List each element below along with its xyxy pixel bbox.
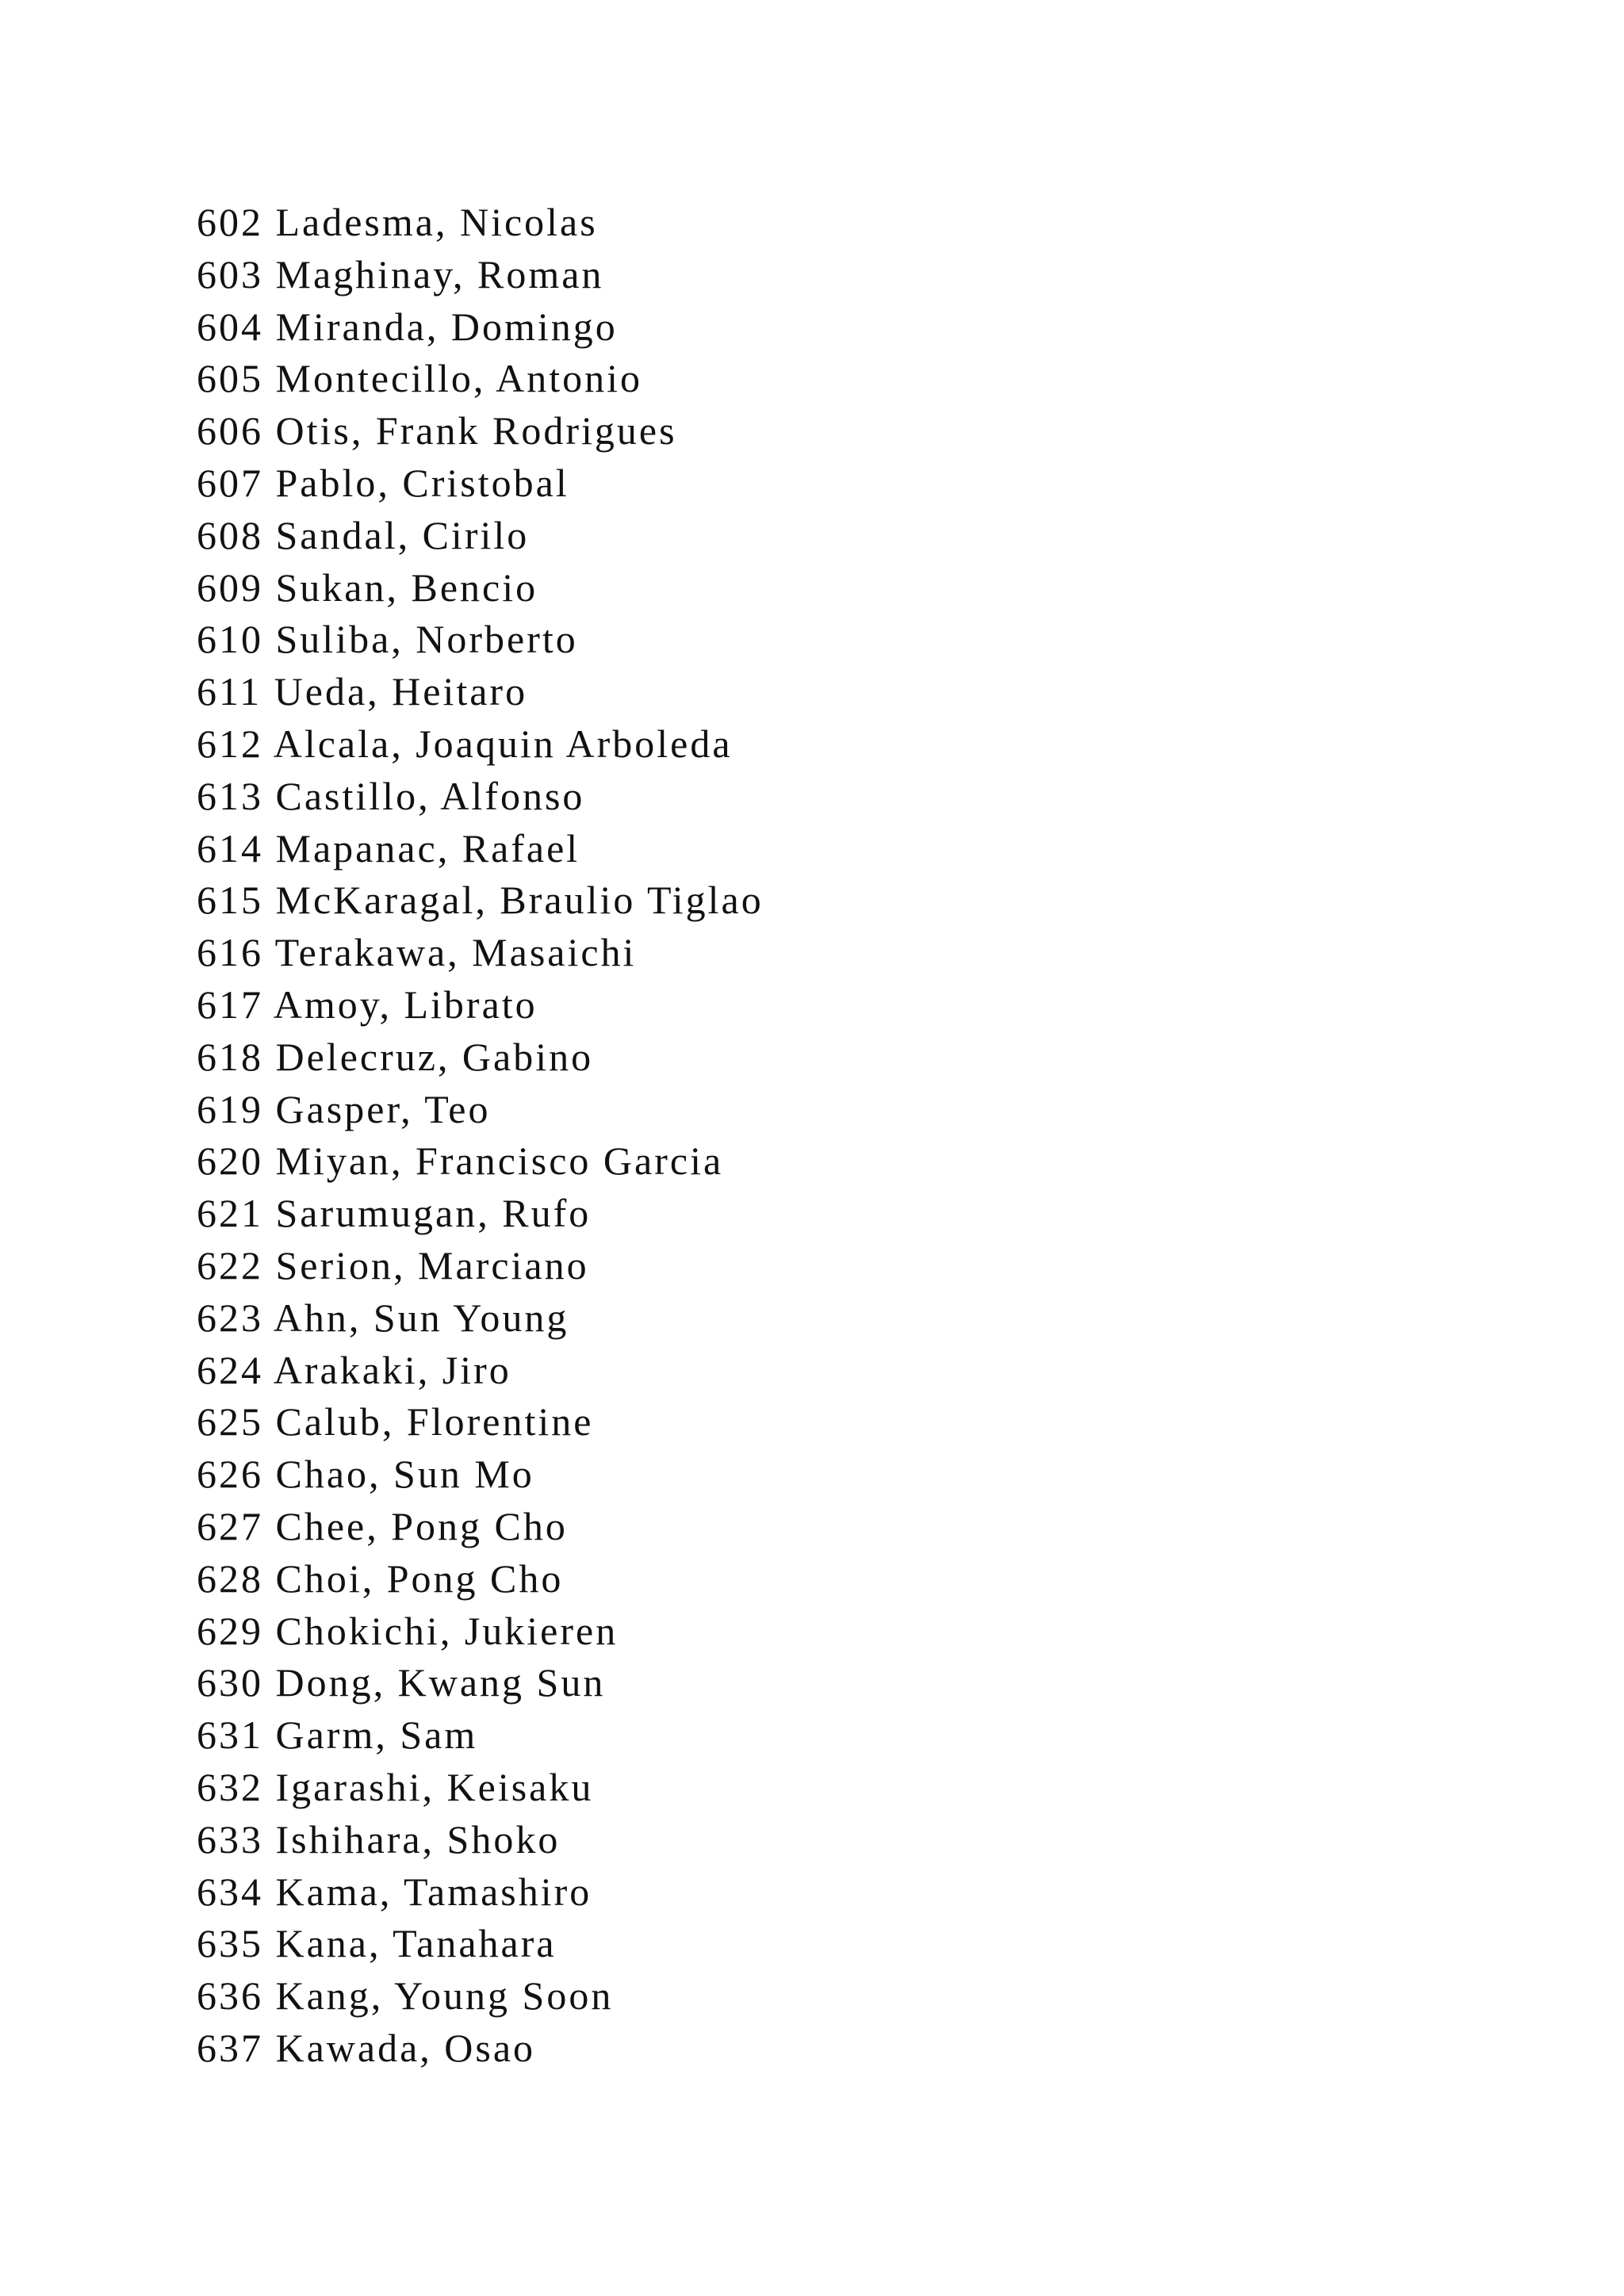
list-item: 613 Castillo, Alfonso [197, 773, 585, 818]
list-item: 602 Ladesma, Nicolas [197, 200, 598, 244]
list-item: 636 Kang, Young Soon [197, 1973, 614, 2019]
list-item: 614 Mapanac, Rafael [197, 825, 580, 871]
list-item: 633 Ishihara, Shoko [197, 1816, 561, 1862]
list-item: 607 Pablo, Cristobal [197, 460, 569, 505]
list-item: 617 Amoy, Librato [197, 982, 538, 1027]
list-item: 620 Miyan, Francisco Garcia [197, 1138, 724, 1184]
list-item: 616 Terakawa, Masaichi [197, 930, 637, 975]
list-item: 615 McKaragal, Braulio Tiglao [197, 878, 764, 923]
list-item: 635 Kana, Tanahara [197, 1921, 557, 1966]
list-item: 621 Sarumugan, Rufo [197, 1191, 592, 1236]
list-item: 634 Kama, Tamashiro [197, 1869, 592, 1914]
list-item: 604 Miranda, Domingo [197, 304, 618, 349]
list-item: 608 Sandal, Cirilo [197, 512, 530, 557]
list-item: 603 Maghinay, Roman [197, 251, 604, 297]
list-item: 610 Suliba, Norberto [197, 617, 578, 662]
list-item: 609 Sukan, Bencio [197, 564, 538, 610]
list-item: 623 Ahn, Sun Young [197, 1295, 569, 1340]
list-item: 631 Garm, Sam [197, 1712, 478, 1758]
list-item: 611 Ueda, Heitaro [197, 669, 528, 714]
list-item: 624 Arakaki, Jiro [197, 1347, 511, 1392]
list-item: 625 Calub, Florentine [197, 1399, 594, 1445]
name-list [197, 197, 764, 2075]
list-item: 618 Delecruz, Gabino [197, 1034, 594, 1079]
list-item: 622 Serion, Marciano [197, 1242, 589, 1288]
list-item: 627 Chee, Pong Cho [197, 1503, 568, 1548]
list-item: 605 Montecillo, Antonio [197, 356, 643, 401]
list-item: 626 Chao, Sun Mo [197, 1452, 534, 1497]
list-item: 637 Kawada, Osao [197, 2025, 536, 2070]
list-item: 629 Chokichi, Jukieren [197, 1608, 619, 1653]
list-item: 612 Alcala, Joaquin Arboleda [197, 721, 733, 766]
list-item: 628 Choi, Pong Cho [197, 1556, 564, 1601]
list-item: 619 Gasper, Teo [197, 1086, 491, 1131]
list-item: 632 Igarashi, Keisaku [197, 1764, 594, 1809]
list-item: 606 Otis, Frank Rodrigues [197, 408, 677, 453]
list-item: 630 Dong, Kwang Sun [197, 1660, 606, 1705]
